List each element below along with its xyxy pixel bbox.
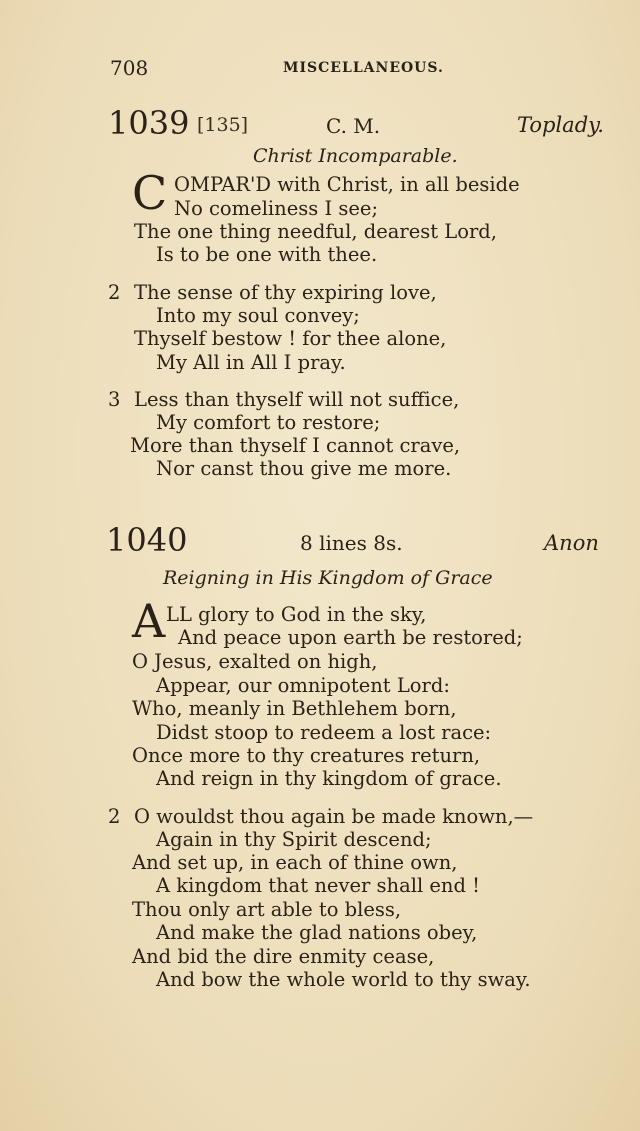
verse-line: Is to be one with thee. [156,243,378,266]
hymn-title: Reigning in His Kingdom of Grace [163,567,493,589]
verse-line: And bow the whole world to thy sway. [156,968,531,991]
hymn-author: Toplady. [517,113,604,137]
verse-line: O wouldst thou again be made known,— [134,805,534,828]
verse-line: Who, meanly in Bethlehem born, [132,697,457,720]
tune-ref: [135] [197,114,249,136]
verse-line: The sense of thy expiring love, [134,281,437,304]
hymn-meter: C. M. [326,114,381,138]
verse-line: And peace upon earth be restored; [178,626,523,649]
verse-line: And bid the dire enmity cease, [132,945,435,968]
verse-line: The one thing needful, dearest Lord, [134,220,497,243]
verse-line: No comeliness I see; [174,197,379,220]
running-head: MISCELLANEOUS. [283,60,444,76]
verse-line: Appear, our omnipotent Lord: [156,674,450,697]
hymn-number: 1040 [106,521,188,559]
verse-line: O Jesus, exalted on high, [132,650,378,673]
verse-line: LL glory to God in the sky, [166,603,427,626]
hymn-number: 1039 [108,104,190,142]
verse-line: Once more to thy creatures return, [132,744,481,767]
verse-line: Didst stoop to redeem a lost race: [156,721,492,744]
verse-line: OMPAR'D with Christ, in all beside [174,173,520,196]
hymn-title: Christ Incomparable. [253,145,458,167]
verse-line: My comfort to restore; [156,411,381,434]
verse-line: Thou only art able to bless, [132,898,402,921]
hymn-meter: 8 lines 8s. [300,531,403,555]
verse-line: My All in All I pray. [156,351,346,374]
verse-line: A kingdom that never shall end ! [156,874,480,897]
verse-line: Again in thy Spirit descend; [156,828,432,851]
verse-line: And reign in thy kingdom of grace. [156,767,502,790]
page-number: 708 [110,56,149,80]
drop-cap: C [132,166,168,220]
drop-cap: A [132,594,166,648]
verse-number: 2 [108,281,121,304]
verse-line: Into my soul convey; [156,304,360,327]
verse-line: And set up, in each of thine own, [132,851,458,874]
verse-line: Less than thyself will not suffice, [134,388,460,411]
verse-line: Nor canst thou give me more. [156,457,452,480]
verse-number: 3 [108,388,121,411]
verse-line: Thyself bestow ! for thee alone, [134,327,447,350]
hymn-author: Anon [544,531,599,555]
verse-line: And make the glad nations obey, [156,921,478,944]
verse-number: 2 [108,805,121,828]
verse-line: More than thyself I cannot crave, [130,434,461,457]
